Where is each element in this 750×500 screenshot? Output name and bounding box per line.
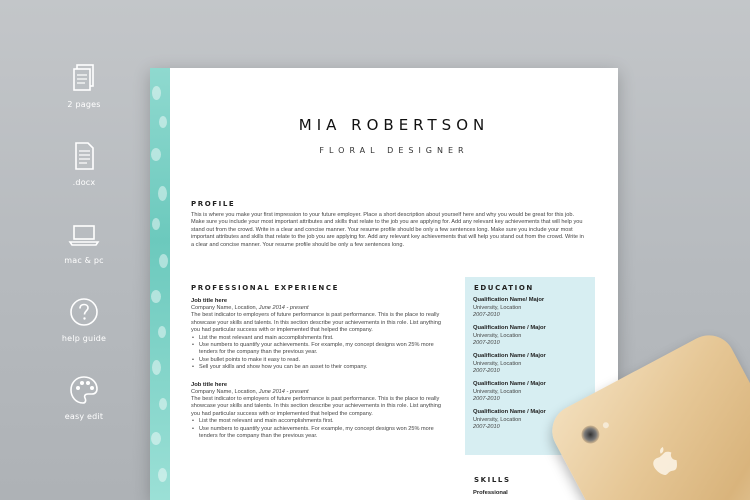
qualification-name: Qualification Name / Major: [473, 381, 546, 387]
list-item: • Sell your skills and show how you can be an asset to their company.: [191, 364, 441, 371]
feature-help: [42, 296, 126, 374]
education-item: [473, 353, 591, 375]
skills-heading: SKILLS: [474, 476, 511, 484]
profile-text: This is where you make your first impression to your future employer. Place a short description about yourself here and why you would be great for this job. Make sure you include your most important attributes and skills that relate to the job you are applying for. Add any relevant key achievements that will help you stand out from the crowd. Write in a clear and concise manner. Your resume profile should be only a few sentences long. Make sure you include your most important attributes and skills that relate to the job you are applying for. Add any relevant key achievements that will help you stand out from the crowd. Write in a clear and concise manner. Your resume profile should be only a few sentences long.: [191, 212, 584, 248]
job-description: The best indicator to employers of future performance is past performance. This is the place to really showcase your skills and talents. In this section describe your achievements in this role. List anything you had particular success with or implemented that helped the company.: [191, 396, 441, 417]
education-dates: 2007-2010: [473, 395, 500, 402]
education-dates: 2007-2010: [473, 423, 500, 430]
job-bullets: [191, 335, 441, 372]
feature-docx: [42, 140, 126, 218]
feature-label: 2 pages: [67, 100, 101, 109]
list-item: • List the most relevant and main accomplishments first.: [191, 418, 441, 425]
apple-logo-icon: [643, 441, 685, 485]
laptop-icon: [68, 218, 100, 250]
list-item: • List the most relevant and main accomplishments first.: [191, 335, 441, 342]
experience-heading: PROFESSIONAL EXPERIENCE: [191, 284, 339, 292]
profile-heading: PROFILE: [191, 200, 236, 208]
education-dates: 2007-2010: [473, 311, 500, 318]
palette-icon: [68, 374, 100, 406]
feature-platform: [42, 218, 126, 296]
pages-icon: [68, 62, 100, 94]
candidate-name: MIA ROBERTSON: [298, 116, 490, 134]
qualification-name: Qualification Name/ Major: [473, 297, 545, 303]
feature-list: [42, 62, 126, 452]
candidate-role: FLORAL DESIGNER: [319, 146, 469, 155]
feature-label: easy edit: [64, 412, 104, 421]
university-location: University, Location: [473, 332, 522, 339]
feature-label: mac & pc: [64, 256, 104, 265]
qualification-name: Qualification Name / Major: [473, 325, 546, 331]
job-meta: [191, 389, 441, 396]
job-company: Company Name, Location,: [191, 305, 259, 311]
skill-item: Professional: [473, 490, 508, 496]
job-company: Company Name, Location,: [191, 388, 259, 395]
education-item: [473, 297, 591, 319]
job-description: The best indicator to employers of future performance is past performance. This is the place to really showcase your skills and talents. In this section describe your achievements in this role. List anything you had particular success with or implemented that helped the company.: [191, 312, 441, 334]
education-heading: EDUCATION: [474, 284, 534, 292]
list-item: • Use numbers to quantify your achievements. For example, my concept designs won 25% more tenders for the company than the previous year.: [191, 342, 441, 357]
qualification-name: Qualification Name / Major: [473, 409, 546, 415]
list-item: • Use bullet points to make it easy to read.: [191, 357, 441, 364]
feature-label: help guide: [61, 334, 107, 343]
job-meta: [191, 305, 441, 312]
university-location: University, Location: [473, 416, 522, 423]
feature-pages: [42, 62, 126, 140]
job-title: Job title here: [191, 381, 228, 388]
qualification-name: Qualification Name / Major: [473, 353, 546, 359]
resume-sheet: [150, 68, 618, 500]
feature-edit: [42, 374, 126, 452]
document-icon: [68, 140, 100, 172]
camera-icon: [578, 422, 602, 446]
job-dates: June 2014 - present: [258, 305, 309, 311]
list-item: • Use numbers to quantify your achievements. For example, my concept designs won 25% more tenders for the company than the previous year.: [191, 426, 441, 441]
education-item: [473, 325, 591, 347]
feature-label: .docx: [72, 178, 96, 187]
help-icon: [68, 296, 100, 328]
experience-list: [191, 297, 441, 450]
education-dates: 2007-2010: [473, 339, 500, 346]
education-dates: 2007-2010: [473, 367, 500, 374]
education-item: [473, 381, 591, 403]
university-location: University, Location: [473, 388, 522, 395]
university-location: University, Location: [473, 304, 522, 311]
university-location: University, Location: [473, 360, 522, 367]
job-entry: [191, 381, 441, 441]
floral-border: [150, 68, 170, 500]
job-bullets: [191, 418, 441, 440]
job-dates: June 2014 - present: [258, 388, 309, 395]
job-entry: [191, 297, 441, 372]
flash-icon: [602, 421, 610, 429]
job-title: Job title here: [191, 298, 228, 304]
